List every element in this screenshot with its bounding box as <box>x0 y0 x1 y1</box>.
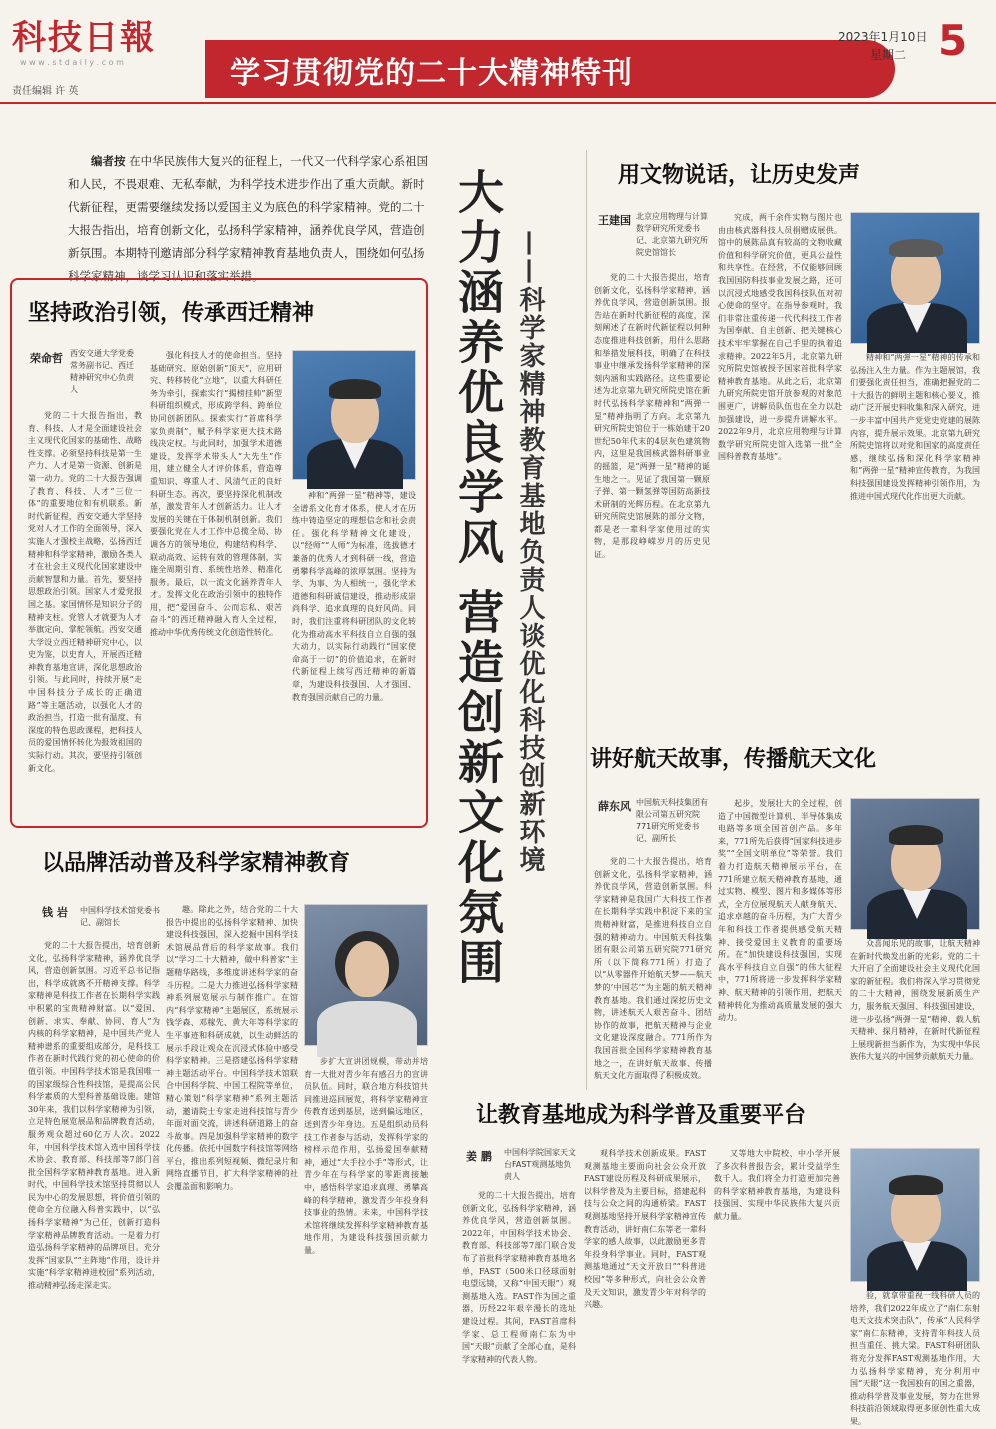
editor-credit: 责任编辑 许 英 <box>12 86 79 97</box>
article-2-title: 以品牌活动普及科学家精神教育 <box>42 851 351 876</box>
portrait-rong-mingzhe <box>292 350 416 480</box>
top-rule <box>0 102 996 104</box>
column-rule <box>586 150 587 1090</box>
article-1-col3: 神和“两弹一星”精神等，建设全谱系文化育才体系，使人才在历练中铸造坚定的理想信念和社会责任。强化科学精神文化建设，以“经师”“人师”为标准，选拔德才兼备的优秀人才到科研一线，营造勇攀科学高峰的浓厚氛围。坚持为学、为事、为人相统一，强化学术道德和科研诚信建设，推动形成崇尚科学、追求真理的良好风尚。同时，我们注重将科研团队的文化转化为推动高水平科技自立自强的强大动力，以实际行动践行“国家使命高于一切”的价值追求，在新时代新征程上续写西迁精神的新篇章，为建设科技强国、人才强国、教育强国贡献自己的力量。 <box>292 491 416 702</box>
portrait-xue-dongfeng <box>850 798 980 930</box>
article-3-col1: 党的二十大报告提出，培育创新文化，弘扬科学家精神，涵养优良学风，营造创新氛围。报告站在新时代新征程的高度，深刻阐述了在新时代新征程以何种态度推进科技创新，用什么思路和举措发展科技，明确了在科技事业中继承发扬科学家精神的深刻内涵和实践路径。这些重要论述为北京第九研究所院史馆在新时代弘扬科学家精神和“两弹一星”精神指明了方向。北京第九研究所院史馆位于一栋始建于20世纪50年代末的4层灰色建筑物内，这里是我国核武器科研事业的摇篮，是“两弹一星”精神的诞生地之一。见证了我国第一颗原子弹、第一颗氢弹等国防高新技术研制的光辉历程。在北京第九研究所院史馆展陈的部分文物，都是老一辈科学家使用过的实物，是那段峥嵘岁月的历史见证。 <box>594 273 710 560</box>
masthead-logo: 科技日報 <box>12 18 156 58</box>
issue-date: 2023年1月10日 <box>838 30 928 44</box>
article-2-author: 钱 岩 <box>42 906 68 919</box>
article-1-title: 坚持政治引领，传承西迁精神 <box>28 301 315 326</box>
article-3-col3: 精神和“两弹一星”精神的传承和弘扬注入生力量。作为主题展馆，我们要强化责任担当，准确把握党的二十大报告的鲜明主题和核心要义，推动广泛开展史料收集和深入研究，进一步丰富中国共产党党史党建的展陈内容，提升展示效果。北京第九研究所院史馆将以对党和国家的高度责任感，继续弘扬和深化科学家精神和“两弹一星”精神宣传教育，为我国科技强国建设发挥精神引领作用，为推进中国式现代化作出更大贡献。 <box>850 353 980 501</box>
article-3-affiliation: 北京应用物理与计算数学研究所党委书记、北京第九研究所院史馆馆长 <box>636 212 708 257</box>
article-5-col2: 观科学技术创新成果。FAST观测基地主要面向社会公众开放FAST建设历程及科研成果展示，以科学普及为主要目标，搭建起科技与公众之间的沟通桥梁。FAST观测基地坚持开展科学家精神宣传教育活动，讲好南仁东等老一辈科学家的感人故事，以此激励更多青年投身科学事业。同时，FAST观测基地通过“天文开放日”“科普进校园”等多种形式，向社会公众普及天文知识，激发青少年对科学的兴趣。 <box>584 1149 706 1310</box>
article-4-col1: 党的二十大报告提出，培育创新文化，弘扬科学家精神，涵养优良学风，营造创新氛围。科学家精神是我国广大科技工作者在长期科学实践中积淀下来的宝贵精神财富，是推进科技自立自强的精神动力。中国航天科技集团有限公司第五研究院771研究所（以下简称771所）打造了以“从零器件开始航天梦——航天梦的‘中国芯’”为主题的航天精神教育基地。我们通过深挖历史文物，讲述航天人艰苦奋斗、团结协作的故事，把航天精神与企业文化建设深度融合。771所作为我国首批全国科学家精神教育基地之一，在讲好航天故事、传播航天文化方面取得了积极成效。 <box>594 857 712 1081</box>
portrait-jiang-peng <box>850 1148 980 1282</box>
article-1-col2: 强化科技人才的使命担当。坚持基础研究、原始创新“顶天”，应用研究、转移转化“立地”，以重大科研任务为牵引，探索实行“揭榜挂帅”新型科研组织模式，形成跨学科、跨单位协同创新团队。探索实行“首席科学家负责制”，赋予科学家更大技术路线决定权。与此同时，加强学术道德建设，发挥学术带头人“大先生”作用，建立健全人才评价体系，营造尊重知识、尊重人才、风清气正的良好科研生态。再次，要坚持深化机制改革，激发青年人才创新活力。让人才发展的关键在于体制机制创新。我们要强化党在人才工作中总揽全局、协调各方的领导地位，构建结构科学、联动高效、运转有效的管理体制，实施全周期引育、系统性培养、精准化服务。最后，以一流文化涵养青年人才。发挥文化在政治引领中的独特作用，把“爱国奋斗、公而忘私、艰苦奋斗”的西迁精神融入育人全过程，推动中华优秀传统文化创造性转化。 <box>150 351 282 638</box>
article-4-author: 薛东风 <box>598 800 631 813</box>
issue-weekday: 星期二 <box>870 48 907 62</box>
article-5-title: 让教育基地成为科学普及重要平台 <box>476 1103 807 1128</box>
main-subtitle: ——科学家精神教育基地负责人谈优化科技创新环境 <box>515 230 545 874</box>
masthead-url: w w w . s t d a i l y . c o m <box>20 58 124 67</box>
article-3-author: 王建国 <box>598 214 631 227</box>
banner-title: 学习贯彻党的二十大精神特刊 <box>230 56 633 91</box>
article-4-col3: 众喜闻乐见的故事，让航天精神在新时代焕发出新的光彩。党的二十大开启了全面建设社会主义现代化国家的新征程。我们将深入学习贯彻党的二十大精神，围绕发展新质生产力，服务航天强国、科技强国建设，进一步弘扬“两弹一星”精神、载人航天精神、探月精神，在新时代新征程上展现新担当新作为，为实现中华民族伟大复兴的中国梦贡献航天力量。 <box>850 939 980 1062</box>
article-2-col1: 党的二十大报告提出，培育创新文化，弘扬科学家精神，涵养优良学风，营造创新氛围。习近平总书记指出，科学成就离不开精神支撑。科学家精神是科技工作者在长期科学实践中积累的宝贵精神财富。以“爱国、创新、求实、奉献、协同、育人”为内核的科学家精神，是中国共产党人精神谱系的重要组成部分，是科技工作者在新时代践行党的初心使命的价值引领。中国科学技术馆是我国唯一的国家级综合性科技馆，是提高公民科学素质的大型科普基础设施。建馆30年来，我们以科学家精神为引领，立足特色展览展品和品牌教育活动，服务观众超过60亿万人次。2022年，中国科学技术馆入选中国科学技术协会、教育部、科技部等7部门首批全国科学家精神教育基地。进入新时代，中国科学技术馆坚持贯彻以人民为中心的发展思想，将价值引领的使命全方位融入科普实践中，以“弘扬科学家精神”为己任，创新打造科学家精神品牌教育活动。一是着力打造弘扬科学家精神的品牌项目。充分发挥“国家队”“主阵地”作用，设计并实施“科学家精神进校园”系列活动，推动精神弘扬走深走实。 <box>28 941 160 1291</box>
article-1-col1: 党的二十大报告指出，教育、科技、人才是全面建设社会主义现代化国家的基础性、战略性支撑。必须坚持科技是第一生产力、人才是第一资源、创新是第一动力。党的二十大报告强调了教育、科技、人才“三位一体”的重要地位和有机联系。新时代新征程，西安交通大学坚持党对人才工作的全面领导，深入实施人才强校主战略，弘扬西迁精神和科学家精神，激励各类人才在社会主义现代化国家建设中贡献智慧和力量。首先，要坚持思想政治引领。国家人才爱党报国之基。家国情怀是知识分子的精神支柱。党管人才就要为人才举旗定向、掌舵领航。西安交通大学设立西迁精神研究中心，以史为鉴，以史育人，开展西迁精神教育基地宣讲，深化思想政治引领。与此同时，持续开展“走中国科技分子成长的正确道路”等主题活动，以强化人才的政治担当，打造一批有温度、有深度的特色思政课程，把科技人员的爱国情怀转化为报效祖国的实际行动。其次，要坚持引领创新文化。 <box>28 411 142 773</box>
article-2-col2: 趣。除此之外，结合党的二十大报告中提出的弘扬科学家精神、加快建设科技强国，深入挖掘中国科学技术馆展品背后的科学家故事。我们以“学习二十大精神，做中科普家”主题精华路线，多维度讲述科学家的奋斗历程。二是大力推进弘扬科学家精神系列展览展示与制作推广。在馆内“科学家精神”主题展区，系统展示钱学森、邓稼先、黄大年等科学家的生平事迹和科研成就，以生动鲜活的展示手段让观众在沉浸式体验中感受科学家精神。三是搭建弘扬科学家精神主题活动平台。中国科学技术馆联合中国科学院、中国工程院等单位，精心策划“科学家精神”系列主题活动，邀请院士专家走进科技馆与青少年面对面交流，讲述科研道路上的奋斗故事。四是加强科学家精神的数字化传播。依托中国数字科技馆等网络平台，推出系列短视频、微纪录片和网络直播节目，扩大科学家精神的社会覆盖面和影响力。 <box>166 905 298 1192</box>
article-1-affiliation: 西安交通大学党委常务副书记、西迁精神研究中心负责人 <box>70 349 134 394</box>
article-2-affiliation: 中国科学技术馆党委书记、副馆长 <box>80 906 160 927</box>
article-5-author: 姜 鹏 <box>466 1150 492 1163</box>
article-4-title: 讲好航天故事，传播航天文化 <box>590 747 877 772</box>
article-4-affiliation: 中国航天科技集团有限公司第五研究院771研究所党委书记、副所长 <box>636 798 708 843</box>
editor-note-text: 在中华民族伟大复兴的征程上，一代又一代科学家心系祖国和人民，不畏艰难、无私奉献，为科学技术进步作出了重大贡献。新时代新征程，更需要继续发扬以爱国主义为底色的科学家精神。党的二十大报告指出，培育创新文化，弘扬科学家精神，涵养优良学风，营造创新氛围。本期特刊邀请部分科学家精神教育基地负责人，围绕如何弘扬科学家精神，谈学习认识和落实举措。 <box>68 154 429 283</box>
article-3-col2: 究成，两千余件实物与图片也由由核武器科技人员捐赠成展供。馆中的展陈品真有较高的文物收藏价值和科学研究价值，更具公益性和共享性。在经营，不仅能够回顾我国国防科技事业发展之路，还可以沉浸式地感受我国科技队伍对初心使命的坚守。在指导参观时，我们非常注重传递一代代科技工作者为国奉献、自主创新、把关键核心技术牢牢掌握在自己手里的执着追求精神。2022年5月，北京第九研究所院史馆被授予国家首批科学家精神教育基地。从此之后，北京第九研究所院史馆开放参观的对象范围更广，讲解员队伍也在全力以赴加强建设，进一步提升讲解水平。2022年9月，北京应用物理与计算数学研究所院史馆入选第一批“全国科普教育基地”。 <box>718 213 842 462</box>
page-number: 5 <box>938 16 968 65</box>
editor-note <box>68 150 433 288</box>
article-5-col1: 党的二十大报告提出，培育创新文化，弘扬科学家精神，涵养优良学风，营造创新氛围。2022年，中国科学技术协会、教育部、科技部等7部门联合发布了首批科学家精神教育基地名单，FAST（500米口径球面射电望远镜，又称“中国天眼”）观测基地入选。FAST作为国之重器，历经22年艰辛漫长的选址建设过程。其间，FAST首席科学家、总工程师南仁东为中国“天眼”贡献了全部心血，是科学家精神的代表人物。 <box>462 1191 576 1364</box>
article-3-title: 用文物说话，让历史发声 <box>618 163 861 188</box>
article-5-col4: 验，就拿带重视一线科研人员的培养，我们2022年成立了“南仁东射电天文技术突击队”，传承“人民科学家”南仁东精神，支持青年科技人员担当重任、挑大梁。FAST科研团队将充分发挥FAST观测基地作用，大力弘扬科学家精神，充分利用中国“天眼”这一我国独有的国之重器，推动科学普及事业发展，努力在世界科技前沿领域取得更多原创性重大成果。 <box>850 1291 980 1426</box>
article-5-col3: 又等地大中院校、中小学开展了多次科普报告会，累计受益学生数千人。我们将全力打造更加完善的科学家精神教育基地，为建设科技强国、实现中华民族伟大复兴贡献力量。 <box>714 1149 840 1221</box>
article-4-col2: 起步，发展壮大的全过程，创造了中国微型计算机、半导体集成电路等多项全国首创产品。多年来，771所先后获得“国家科技进步奖”“全国文明单位”等荣誉。我们着力打造航天精神展示平台，在771所建立航天精神教育基地，通过实物、模型、图片和多媒体等形式，全方位展现航天人献身航天、追求卓越的奋斗历程，为广大青少年和科技工作者提供感受航天精神、接受爱国主义教育的重要场所。在“加快建设科技强国，实现高水平科技自立自强”的伟大征程中，771所将进一步发挥科学家精神、航天精神的引领作用，把航天精神转化为推动高质量发展的强大动力。 <box>718 799 842 1023</box>
article-1-author: 荣命哲 <box>30 352 63 365</box>
main-title: 大力涵养优良学风 营造创新文化氛围 <box>451 168 505 989</box>
portrait-wang-jianguo <box>850 212 980 344</box>
article-2-col3: 步扩大宣讲团规模，带动并培育一大批对青少年有感召力的宣讲员队伍。同时，联合地方科技馆共同推进巡回展览，将科学家精神宣传教育送到基层，送到偏远地区，送到青少年身边。五是组织动员科技工作者参与活动，发挥科学家的榜样示范作用，弘扬爱国奉献精神，通过“大手拉小手”等形式，让青少年在与科学家的零距离接触中，感悟科学家追求真理、勇攀高峰的科学精神，激发青少年投身科技事业的热情。未来，中国科学技术馆将继续发挥科学家精神教育基地作用，为建设科技强国贡献力量。 <box>304 1057 428 1255</box>
portrait-qian-yan <box>304 904 428 1046</box>
editor-note-label: 编者按 <box>91 154 126 168</box>
article-5-affiliation: 中国科学院国家天文台FAST观测基地负责人 <box>504 1148 576 1181</box>
